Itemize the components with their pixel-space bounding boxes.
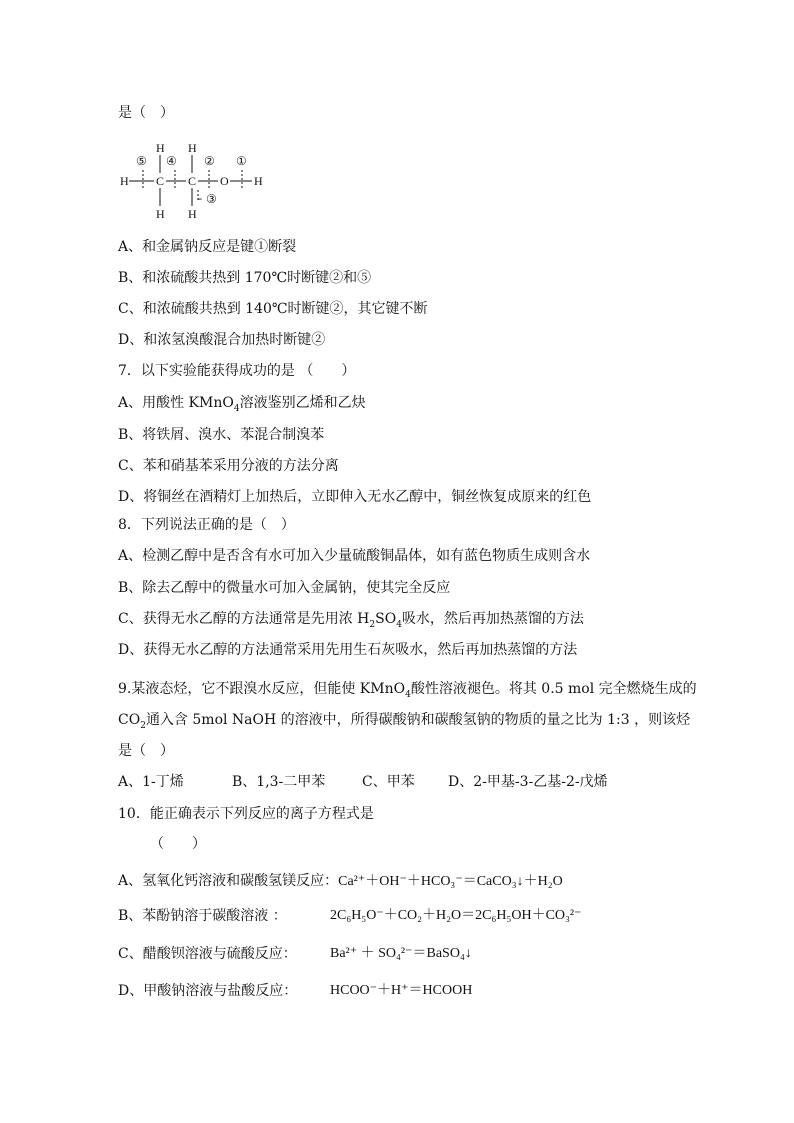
q8-option-a: A、检测乙醇中是否含有水可加入少量硫酸铜晶体，如有蓝色物质生成则含水 [118, 548, 591, 564]
atom-h-top-2: H [188, 141, 197, 155]
q9-line-1-pre: 9.某液态烃，它不跟溴水反应，但能使 KMnO [118, 681, 406, 697]
q8-option-b: B、除去乙醇中的微量水可加入金属钠，使其完全反应 [118, 580, 451, 596]
q10-paren: （ ） [150, 836, 206, 852]
q6-stem-tail: 是（ ） [118, 105, 174, 121]
atom-c-2: C [188, 174, 197, 188]
q10-option-d-label: D、甲酸钠溶液与盐酸反应： [118, 983, 298, 999]
q10-option-d-equation: HCOO⁻＋H⁺＝HCOOH [330, 983, 473, 998]
atom-h-right: H [254, 174, 263, 188]
q10-option-a-equation: Ca²⁺＋OH⁻＋HCO₃⁻＝CaCO₃↓＋H₂O [338, 874, 563, 889]
q9-line-2-sub: 2 [140, 720, 146, 731]
q7-option-d: D、将铜丝在酒精灯上加热后，立即伸入无水乙醇中，铜丝恢复成原来的红色 [118, 489, 592, 505]
q10-option-b-label: B、苯酚钠溶于碳酸溶液 ： [118, 908, 287, 924]
atom-h-left: H [120, 174, 129, 188]
q8-option-c-mid: SO [375, 611, 397, 627]
q7-option-a-sub: 4 [233, 403, 240, 414]
q9-line-2 [118, 711, 690, 735]
q7-option-b: B、将铁屑、溴水、苯混合制溴苯 [118, 427, 325, 443]
ethanol-structure [116, 140, 276, 225]
q7-stem: 7．以下实验能获得成功的是 （ ） [118, 363, 356, 379]
q7-option-a-pre: A、用酸性 KMnO [118, 395, 234, 411]
q7-option-a-post: 溶液鉴别乙烯和乙炔 [239, 395, 366, 411]
atom-c-1: C [156, 174, 165, 188]
atom-h-top-1: H [156, 141, 165, 155]
q9-line-1-sub: 4 [405, 689, 411, 700]
bond-label-1: ① [236, 154, 247, 168]
q10-option-a [118, 872, 563, 891]
q9-option-c: C、甲苯 [362, 774, 415, 790]
q10-option-c-equation: Ba²⁺ ＋ SO₄²⁻＝BaSO₄↓ [330, 946, 472, 961]
q10-option-a-label: A、氢氧化钙溶液和碳酸氢镁反应： [118, 873, 339, 889]
q8-option-c [118, 610, 584, 634]
atom-o: O [220, 174, 229, 188]
atom-h-bottom-1: H [156, 207, 165, 221]
q10-option-b [118, 907, 287, 925]
q9-line-1 [118, 680, 697, 704]
q7-option-c: C、苯和硝基苯采用分液的方法分离 [118, 458, 339, 474]
q10-option-d [118, 982, 297, 1000]
q10-option-c-label: C、醋酸钡溶液与硫酸反应： [118, 946, 297, 962]
bond-label-4: ④ [166, 154, 177, 168]
q9-line-3: 是（ ） [118, 743, 174, 759]
bond-lines [116, 140, 276, 225]
q8-option-c-post: 吸水，然后再加热蒸馏的方法 [401, 611, 584, 627]
q10-option-b-equation: 2C₆H₅O⁻＋CO₂＋H₂O＝2C₆H₅OH＋CO₃²⁻ [330, 908, 582, 923]
atom-h-bottom-2: H [188, 207, 197, 221]
q6-option-d: D、和浓氢溴酸混合加热时断键② [118, 332, 326, 348]
q10-option-c [118, 945, 297, 963]
q8-option-c-pre: C、获得无水乙醇的方法通常是先用浓 H [118, 611, 370, 627]
bond-label-3: ③ [206, 192, 217, 206]
q9-option-b: B、1,3-二甲苯 [232, 774, 326, 790]
q6-option-c: C、和浓硫酸共热到 140℃时断键②，其它键不断 [118, 301, 428, 317]
q9-line-2-post: 通入含 5mol NaOH 的溶液中，所得碳酸钠和碳酸氢钠的物质的量之比为 1:3 ，则该烃 [145, 712, 691, 728]
bond-label-3-dash: - [198, 191, 202, 205]
q9-option-a: A、1-丁烯 [118, 774, 184, 790]
q8-stem: 8．下列说法正确的是（ ） [118, 517, 295, 533]
q6-option-a: A、和金属钠反应是键①断裂 [118, 239, 297, 255]
q7-option-a [118, 394, 366, 418]
q9-option-d: D、2-甲基-3-乙基-2-戊烯 [448, 774, 608, 790]
q8-option-c-sub-1: 2 [369, 619, 376, 630]
q8-option-c-sub-2: 4 [396, 619, 402, 630]
bond-label-2: ② [204, 154, 215, 168]
q9-line-1-post: 酸性溶液褪色。将其 0.5 mol 完全燃烧生成的 [410, 681, 697, 697]
q10-stem: 10．能正确表示下列反应的离子方程式是 [118, 806, 374, 822]
q8-option-d: D、获得无水乙醇的方法通常采用先用生石灰吸水，然后再加热蒸馏的方法 [118, 642, 578, 658]
bond-label-5: ⑤ [136, 154, 147, 168]
q9-line-2-pre: CO [118, 712, 141, 728]
q6-option-b: B、和浓硫酸共热到 170℃时断键②和⑤ [118, 270, 372, 286]
